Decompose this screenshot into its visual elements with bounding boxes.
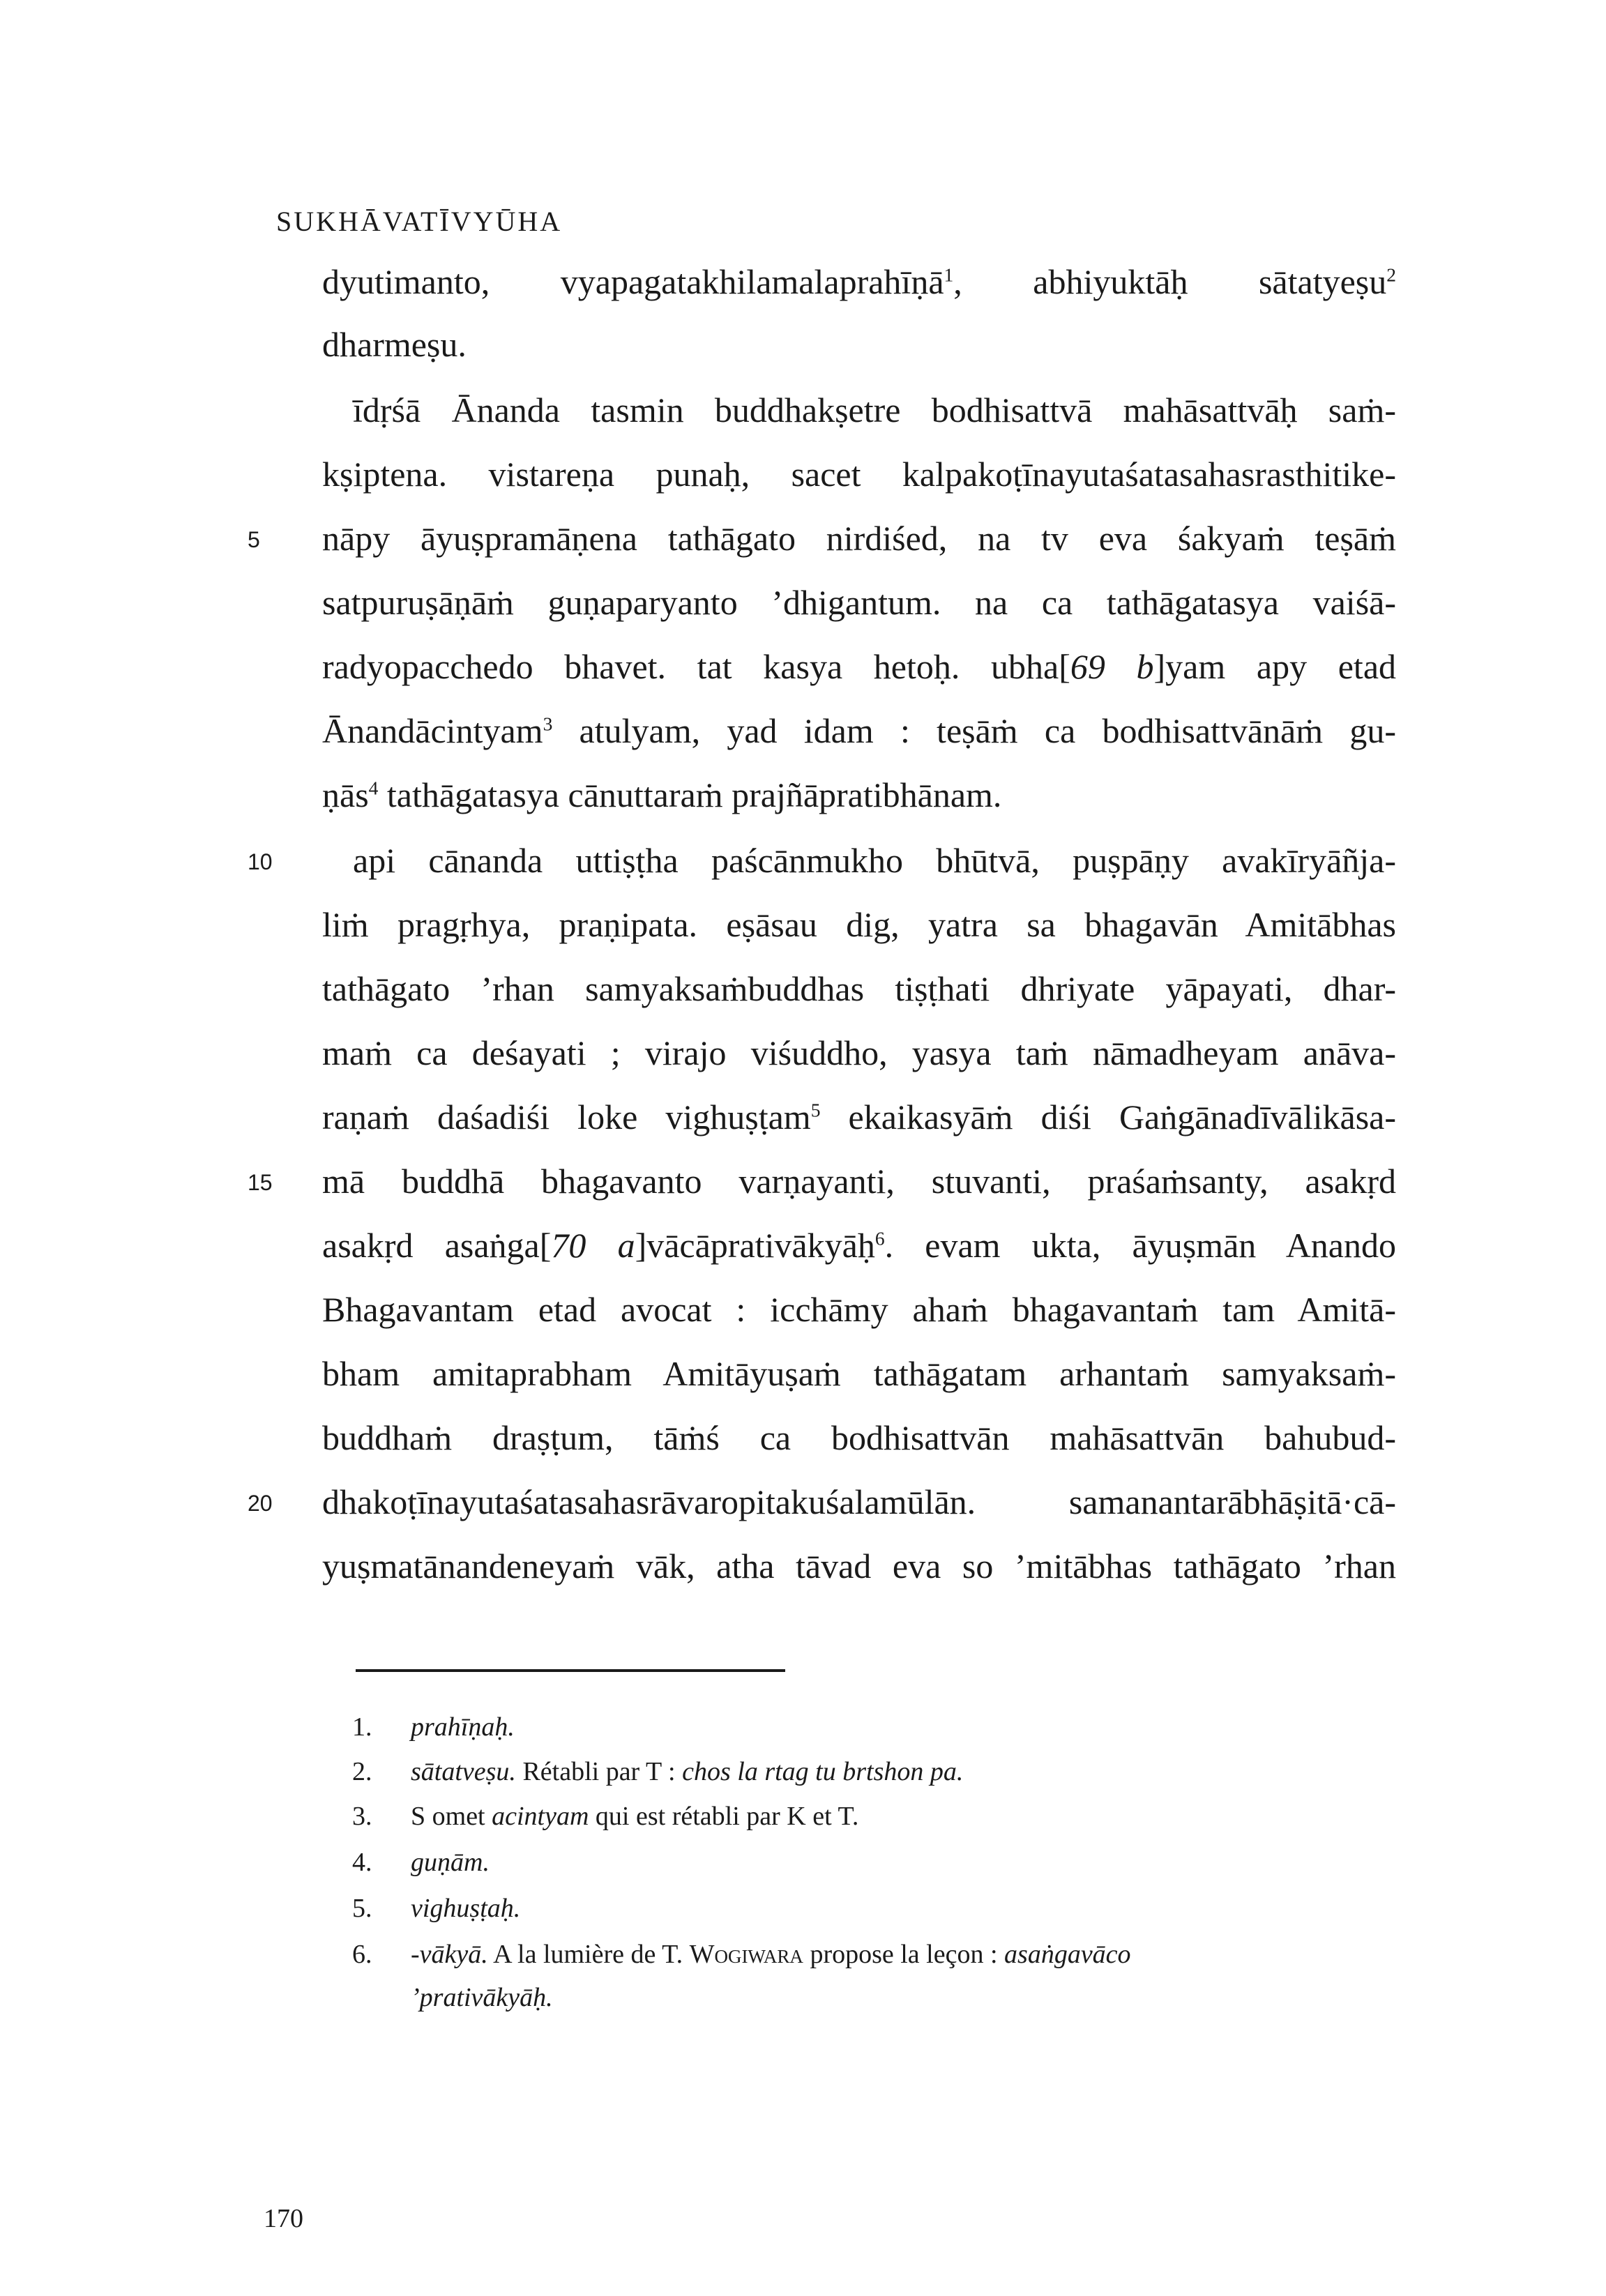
text-line-6: satpuruṣāṇāṁ guṇaparyanto ’dhigantum. na ca tathāgatasya vaiśā-: [322, 583, 1396, 622]
line-number-5: 5: [248, 527, 260, 552]
text-line-16: asakṛd asaṅga[70 a]vācāprativākyāḥ$^6$. evam ukta, āyuṣmān Anando: [322, 1226, 1396, 1265]
footnote-3: 3. S omet acintyam qui est rétabli par K et T.: [352, 1802, 859, 1831]
footnote-2: 2. sātatveṣu. Rétabli par T : chos la rtag tu brtshon pa.: [352, 1757, 964, 1786]
text-line-14: raṇaṁ daśadiśi loke vighuṣṭam$^5$ ekaikasyāṁ diśi Gaṅgānadīvālikāsa-: [322, 1097, 1396, 1136]
text-line-9: ṇās$^4$ tathāgatasya cānuttaraṁ prajñāpratibhānam.: [322, 775, 1002, 814]
footnote-rule: [356, 1669, 785, 1672]
text-line-12: tathāgato ’rhan samyaksaṁbuddhas tiṣṭhati dhriyate yāpayati, dhar-: [322, 969, 1396, 1008]
text-line-20: dhakoṭīnayutaśatasahasrāvaropitakuśalamūlān. samanantarābhāṣitā·cā-: [322, 1482, 1396, 1521]
text-line-1: dyutimanto, vyapagatakhilamalaprahīṇā$^1$, abhiyuktāḥ sātatyeṣu$^2$: [322, 262, 1396, 301]
text-line-5: nāpy āyuṣpramāṇena tathāgato nirdiśed, na tv eva śakyaṁ teṣāṁ: [322, 519, 1396, 558]
text-line-8: Ānandācintyam$^3$ atulyam, yad idam : teṣāṁ ca bodhisattvānāṁ gu-: [322, 711, 1396, 750]
text-line-18: bham amitaprabham Amitāyuṣaṁ tathāgatam arhantaṁ samyaksaṁ-: [322, 1354, 1396, 1393]
text-line-4: kṣiptena. vistareṇa punaḥ, sacet kalpakoṭīnayutaśatasahasrasthitike-: [322, 455, 1396, 494]
text-line-10: api cānanda uttiṣṭha paścānmukho bhūtvā, puṣpāṇy avakīryāñja-: [353, 841, 1396, 880]
line-number-20: 20: [248, 1491, 273, 1516]
page-number: 170: [264, 2204, 303, 2233]
line-number-15: 15: [248, 1170, 273, 1195]
text-line-13: maṁ ca deśayati ; virajo viśuddho, yasya taṁ nāmadheyam anāva-: [322, 1033, 1396, 1072]
footnote-5: 5. vighuṣṭaḥ.: [352, 1894, 521, 1923]
footnote-6: 6. -vākyā. A la lumière de T. Wogiwara propose la leçon : asaṅgavāco: [352, 1940, 1131, 1969]
text-line-17: Bhagavantam etad avocat : icchāmy ahaṁ bhagavantaṁ tam Amitā-: [322, 1290, 1396, 1329]
footnote-1: 1. prahīṇaḥ.: [352, 1712, 515, 1742]
text-line-15: mā buddhā bhagavanto varṇayanti, stuvanti, praśaṁsanty, asakṛd: [322, 1162, 1396, 1201]
text-line-19: buddhaṁ draṣṭum, tāṁś ca bodhisattvān mahāsattvān bahubud-: [322, 1418, 1396, 1457]
running-header: SUKHĀVATĪVYŪHA: [276, 206, 563, 237]
footnote-6-continuation: ’prativākyāḥ.: [411, 1983, 553, 2012]
text-line-7: radyopacchedo bhavet. tat kasya hetoḥ. ubha[69 b]yam apy etad: [322, 647, 1397, 686]
line-number-10: 10: [248, 849, 273, 874]
footnote-4: 4. guṇām.: [352, 1848, 490, 1877]
text-line-3: īdṛśā Ānanda tasmin buddhakṣetre bodhisattvā mahāsattvāḥ saṁ-: [353, 390, 1396, 429]
text-line-2: dharmeṣu.: [322, 325, 467, 364]
text-line-11: liṁ pragṛhya, praṇipata. eṣāsau dig, yatra sa bhagavān Amitābhas: [322, 905, 1396, 944]
text-line-21: yuṣmatānandeneyaṁ vāk, atha tāvad eva so ’mitābhas tathāgato ’rhan: [322, 1546, 1396, 1586]
